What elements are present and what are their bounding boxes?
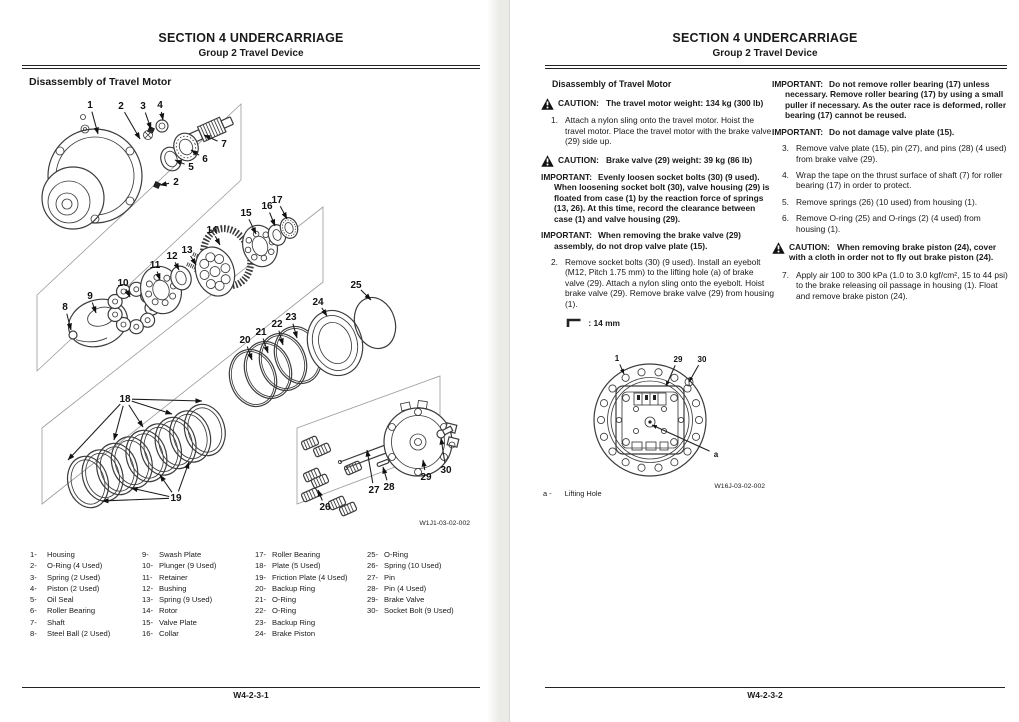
part-number: 1-: [30, 550, 37, 559]
block-label: IMPORTANT:: [772, 126, 824, 137]
step-number: 7.: [782, 269, 789, 280]
part-name: Collar: [159, 629, 179, 639]
part-number: 19-: [255, 572, 266, 582]
block-text: Remove valve plate (15), pin (27), and pins (28) (4 used) from brake valve (29).: [796, 143, 1007, 164]
part-number: 21-: [255, 595, 266, 605]
callout-number: 2: [173, 177, 179, 189]
block-text: The travel motor weight: 134 kg (300 lb): [605, 97, 764, 108]
block-label: CAUTION:: [558, 154, 599, 165]
part-number: 13-: [142, 595, 153, 605]
callout-number: 29: [420, 472, 432, 484]
part-name: Pin: [384, 572, 395, 582]
part-number: 16-: [142, 629, 153, 639]
instructions-column-right: [772, 79, 1008, 307]
part-name: Roller Bearing: [272, 550, 321, 559]
callout-number: 5: [188, 162, 194, 174]
part-name: Brake Valve: [384, 595, 425, 605]
part-name: Pin (4 Used): [384, 583, 427, 593]
group-title: Group 2 Travel Device: [198, 48, 304, 59]
text-block: [552, 79, 774, 90]
callout-number: 9: [87, 291, 93, 303]
part-number: 17-: [255, 550, 266, 559]
part-name: Backup Ring: [272, 583, 316, 593]
callout-number: 4: [157, 100, 163, 112]
text-block: [541, 155, 774, 165]
caution-triangle-icon: [541, 98, 554, 112]
part-number: 5-: [30, 595, 37, 605]
part-number: 22-: [255, 606, 266, 616]
part-name: Rotor: [159, 606, 178, 616]
part-number: 15-: [142, 617, 153, 627]
block-text: Evenly loosen socket bolts (30) (9 used). When loosening socket bolt (30), valve housing (29) is floated from case (1) by the reaction force of springs (13, 26). At this time, record the clearance between case (1) and valve housing (29).: [554, 172, 770, 224]
part-name: Spring (2 Used): [47, 572, 101, 582]
callout-number: 11: [149, 260, 161, 272]
part-name: Backup Ring: [272, 617, 316, 627]
callout-number: 2: [118, 101, 124, 113]
part-name: Plate (5 Used): [272, 561, 321, 571]
part-number: 30-: [367, 606, 378, 616]
callout-number: 29: [673, 355, 683, 365]
part-name: Piston (2 Used): [47, 583, 100, 593]
group-title: Group 2 Travel Device: [712, 48, 818, 59]
callout-number: 26: [319, 502, 331, 514]
part-number: 27-: [367, 572, 378, 582]
part-number: 26-: [367, 561, 378, 571]
part-number: 14-: [142, 606, 153, 616]
part-name: Swash Plate: [159, 550, 202, 559]
part-name: Steel Ball (2 Used): [47, 629, 111, 639]
step-number: 6.: [782, 213, 789, 224]
step-number: 4.: [782, 169, 789, 180]
callout-number: 27: [368, 485, 380, 497]
step-number: 1.: [551, 115, 558, 126]
block-text: Disassembly of Travel Motor: [552, 79, 672, 89]
callout-number: 7: [221, 139, 227, 151]
text-block: [772, 242, 1008, 263]
part-name: Spring (9 Used): [159, 595, 213, 605]
callout-number: 15: [240, 208, 252, 220]
part-name: Oil Seal: [47, 595, 74, 605]
callout-number: 3: [140, 101, 146, 113]
text-block: [772, 197, 1008, 207]
page-title: Disassembly of Travel Motor: [29, 76, 172, 88]
block-text: When removing brake piston (24), cover with a cloth in order not to fly out brake piston (24).: [789, 242, 997, 263]
part-name: O-Ring (4 Used): [47, 561, 103, 571]
callout-number: 14: [206, 225, 218, 237]
part-name: Roller Bearing: [47, 606, 96, 616]
block-label: IMPORTANT:: [772, 79, 824, 89]
text-block: [772, 213, 1008, 234]
part-number: 8-: [30, 629, 37, 639]
part-name: Friction Plate (4 Used): [272, 572, 348, 582]
part-number: 12-: [142, 583, 153, 593]
callout-number: 28: [383, 482, 395, 494]
callout-number: 24: [312, 297, 324, 309]
part-number: 23-: [255, 617, 266, 627]
block-text: Remove socket bolts (30) (9 used). Install an eyebolt (M12, Pitch 1.75 mm) to the lifting hole (a) of brake valve (29). Attach a nylon sling onto the eyebolt. Hoist brake valve (29). Remove brake valve (29) from housing (1).: [565, 256, 775, 309]
part-name: O-Ring: [272, 606, 297, 616]
brake-valve-figure: [570, 346, 780, 494]
callout-number: 18: [119, 394, 131, 406]
callout-arrow: [652, 425, 710, 451]
part-number: 7-: [30, 617, 37, 627]
callout-number: 1: [614, 354, 620, 364]
part-number: 9-: [142, 550, 149, 559]
text-block: [772, 170, 1008, 191]
step-number: 5.: [782, 196, 789, 207]
text-block: [541, 257, 774, 309]
caution-triangle-icon: [541, 155, 554, 169]
part-number: 11-: [142, 572, 153, 582]
text-block: [772, 79, 1008, 121]
callout-number: 13: [181, 245, 193, 257]
part-number: 3-: [30, 572, 37, 582]
text-block: [541, 230, 774, 251]
step-number: 3.: [782, 143, 789, 154]
block-text: Brake valve (29) weight: 39 kg (86 lb): [605, 154, 753, 165]
part-number: 29-: [367, 595, 378, 605]
legend-key: a -: [543, 489, 552, 498]
header-rule-top: [545, 65, 1007, 66]
text-block: [772, 127, 1008, 137]
text-block: [541, 98, 774, 108]
callout-number: 30: [440, 465, 452, 477]
hex-wrench-icon: [566, 318, 581, 329]
instructions-column-left: [541, 79, 774, 330]
part-name: Brake Piston: [272, 629, 316, 639]
page-header: [545, 31, 985, 59]
callout-number: 1: [87, 100, 93, 112]
block-text: Remove O-ring (25) and O-rings (2) (4 used) from housing (1).: [796, 213, 981, 234]
block-label: IMPORTANT:: [541, 172, 593, 183]
callout-number: 23: [285, 312, 297, 324]
part-number: 20-: [255, 583, 266, 593]
part-number: 18-: [255, 561, 266, 571]
part-name: Plunger (9 Used): [159, 561, 217, 571]
part-number: 10-: [142, 561, 153, 571]
page-number: W4-2-3-1: [233, 690, 269, 700]
block-text: When removing the brake valve (29) assembly, do not drop valve plate (15).: [554, 230, 741, 251]
step-number: 2.: [551, 256, 558, 267]
text-block: [566, 318, 774, 329]
text-block: [541, 172, 774, 224]
callout-number: 19: [170, 493, 182, 505]
block-label: CAUTION:: [558, 97, 599, 108]
part-name: Bushing: [159, 583, 187, 593]
callout-number: 12: [166, 251, 178, 263]
section-title: SECTION 4 UNDERCARRIAGE: [672, 31, 858, 45]
part-number: 25-: [367, 550, 378, 559]
callout-number: 30: [697, 355, 707, 365]
part-name: Retainer: [159, 572, 188, 582]
caution-triangle-icon: [772, 242, 785, 256]
part-name: Spring (10 Used): [384, 561, 442, 571]
part-number: 28-: [367, 583, 378, 593]
figure-code-left: W1J1-03-02-002: [419, 520, 470, 527]
block-label: CAUTION:: [789, 242, 830, 253]
text-block: [772, 143, 1008, 164]
figure-code-right: W16J-03-02-002: [714, 483, 765, 490]
section-title: SECTION 4 UNDERCARRIAGE: [158, 31, 344, 45]
text-block: [772, 270, 1008, 301]
part-name: O-Ring: [272, 595, 297, 605]
callout-number: 25: [350, 280, 362, 292]
callout-number: 8: [62, 302, 68, 314]
block-text: Do not remove roller bearing (17) unless necessary. Remove roller bearing (17) by using a small puller if necessary. As the outer race is deformed, roller bearing (17) cannot be reused.: [785, 79, 1007, 121]
callout-number: 6: [202, 154, 208, 166]
callout-number: 21: [255, 327, 267, 339]
block-text: : 14 mm: [588, 318, 620, 329]
page-number: W4-2-3-2: [747, 690, 783, 700]
part-name: Socket Bolt (9 Used): [384, 606, 454, 616]
footer-rule: [545, 687, 1005, 688]
block-text: Wrap the tape on the thrust surface of shaft (7) for roller bearing (17) in order to protect.: [796, 169, 1003, 191]
header-rule-bottom: [545, 68, 1007, 69]
part-name: Shaft: [47, 617, 65, 627]
callout-number: 22: [271, 319, 283, 331]
block-text: Attach a nylon sling onto the travel motor. Hoist the travel motor. Place the travel motor with the brake valve (29) side up.: [565, 115, 772, 147]
part-name: O-Ring: [384, 550, 409, 559]
callout-number: a: [713, 450, 719, 460]
callout-number: 10: [117, 278, 129, 290]
part-name: Valve Plate: [159, 617, 197, 627]
part-number: 4-: [30, 583, 37, 593]
part-number: 6-: [30, 606, 37, 616]
part-number: 2-: [30, 561, 37, 571]
callout-number: 20: [239, 335, 251, 347]
callout-number: 17: [271, 195, 283, 207]
block-label: IMPORTANT:: [541, 230, 593, 241]
part-number: 24-: [255, 629, 266, 639]
callout-arrow: [689, 365, 699, 382]
text-block: [541, 115, 774, 146]
block-text: Do not damage valve plate (15).: [829, 126, 955, 137]
block-text: Remove springs (26) (10 used) from housing (1).: [796, 196, 978, 207]
figure-legend: [543, 489, 602, 498]
legend-value: Lifting Hole: [564, 489, 602, 498]
part-name: Housing: [47, 550, 75, 559]
block-text: Apply air 100 to 300 kPa (1.0 to 3.0 kgf/cm², 15 to 44 psi) to the brake releasing oil passage in housing (1). Float and remove brake piston (24).: [796, 269, 1008, 301]
callout-number: 16: [261, 201, 273, 213]
